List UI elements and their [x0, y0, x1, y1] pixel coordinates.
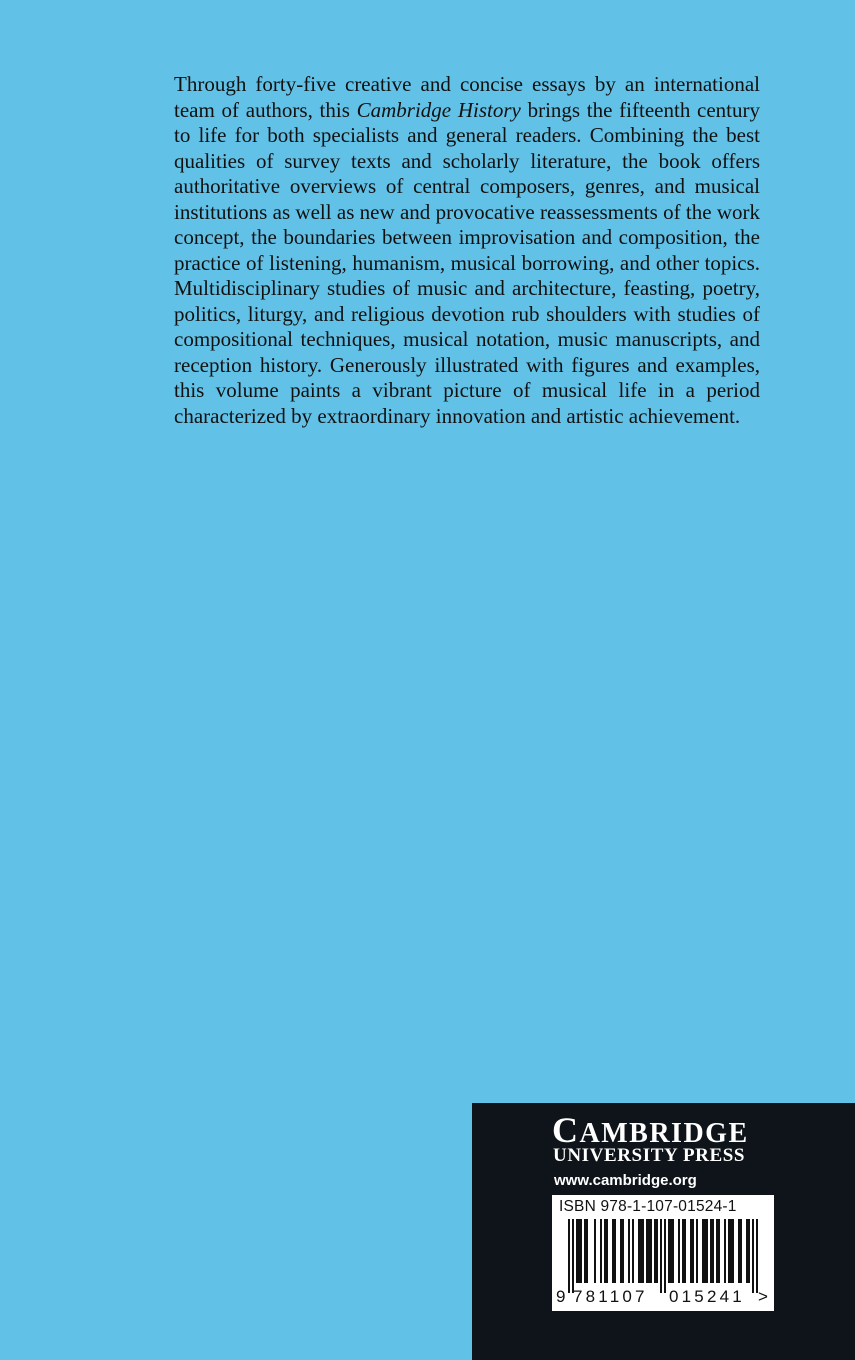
barcode-bar: [752, 1219, 754, 1293]
barcode-bar: [712, 1219, 714, 1283]
barcode-bar: [732, 1219, 734, 1283]
barcode-bar: [572, 1219, 574, 1293]
barcode-bar: [638, 1219, 640, 1283]
blurb-part-1: Through forty-five creative and concise essays by an international team of authors, this: [174, 72, 760, 122]
barcode-bar: [642, 1219, 644, 1283]
barcode-bar: [664, 1219, 666, 1293]
barcode-bar: [668, 1219, 670, 1283]
blurb-series-title: Cambridge History: [356, 97, 521, 122]
barcode-bar: [682, 1219, 684, 1283]
barcode-bar: [728, 1219, 730, 1283]
barcode-bar: [678, 1219, 680, 1283]
publisher-press-line: UNIVERSITY PRESS: [553, 1145, 746, 1166]
barcode-bar: [756, 1219, 758, 1293]
barcode-bar: [646, 1219, 648, 1283]
barcode-bar: [738, 1219, 740, 1283]
barcode-bar: [724, 1219, 726, 1283]
publisher-url: www.cambridge.org: [554, 1172, 697, 1189]
barcode-bar: [600, 1219, 602, 1283]
barcode-bar: [748, 1219, 750, 1283]
barcode-bar: [672, 1219, 674, 1283]
barcode-bar: [584, 1219, 586, 1283]
barcode-left-digits: 781107: [573, 1287, 648, 1306]
barcode-bar: [632, 1219, 634, 1283]
barcode-bar: [576, 1219, 578, 1283]
barcode-bar: [580, 1219, 582, 1283]
barcode-bar: [706, 1219, 708, 1283]
publisher-name-initial: C: [552, 1110, 580, 1150]
barcode-bar: [604, 1219, 606, 1283]
barcode-bar: [660, 1219, 662, 1293]
isbn-number: ISBN 978-1-107-01524-1: [559, 1198, 737, 1215]
barcode-bar: [614, 1219, 616, 1283]
barcode-bar: [628, 1219, 630, 1283]
barcode-bar: [670, 1219, 672, 1283]
barcode-bar: [710, 1219, 712, 1283]
barcode-bar: [704, 1219, 706, 1283]
barcode-bar: [650, 1219, 652, 1283]
barcode-bar: [730, 1219, 732, 1283]
barcode-bar: [654, 1219, 656, 1283]
barcode-quiet-zone-mark: >: [758, 1287, 768, 1306]
barcode-bar: [690, 1219, 692, 1283]
isbn-barcode: [552, 1195, 774, 1311]
barcode-bar: [606, 1219, 608, 1283]
publisher-panel: [472, 1103, 855, 1360]
barcode-bar: [684, 1219, 686, 1283]
barcode-bars: [552, 1219, 774, 1293]
blurb-part-2: brings the fifteenth century to life for both specialists and general readers. Combining the best qualities of survey texts and scholarly literature, the book offers authoritative overviews of central composers, genres, and musical institutions as well as new and provocative reassessments of the work concept, the boundaries between improvisation and composition, the practice of listening, humanism, musical borrowing, and other topics. Multidisciplinary studies of music and architecture, feasting, poetry, politics, liturgy, and religious devotion rub shoulders with studies of compositional techniques, musical notation, music manuscripts, and reception history. Generously illustrated with figures and examples, this volume paints a vibrant picture of musical life in a period characterized by extraordinary innovation and artistic achievement.: [174, 97, 761, 428]
publisher-name-rest: AMBRIDGE: [579, 1118, 749, 1149]
blurb-text: [174, 72, 760, 429]
barcode-bar: [702, 1219, 704, 1283]
barcode-bar: [622, 1219, 624, 1283]
barcode-bar: [568, 1219, 570, 1293]
barcode-lead-digit: 9: [556, 1287, 566, 1306]
barcode-bar: [696, 1219, 698, 1283]
barcode-right-digits: 015241: [669, 1287, 745, 1306]
barcode-bar: [718, 1219, 720, 1283]
barcode-bar: [594, 1219, 596, 1283]
barcode-bar: [746, 1219, 748, 1283]
barcode-bar: [692, 1219, 694, 1283]
barcode-bar: [648, 1219, 650, 1283]
barcode-bar: [620, 1219, 622, 1283]
barcode-bar: [716, 1219, 718, 1283]
barcode-bar: [586, 1219, 588, 1283]
barcode-bar: [640, 1219, 642, 1283]
barcode-bar: [656, 1219, 658, 1283]
barcode-bar: [578, 1219, 580, 1283]
barcode-bar: [612, 1219, 614, 1283]
barcode-bar: [740, 1219, 742, 1283]
